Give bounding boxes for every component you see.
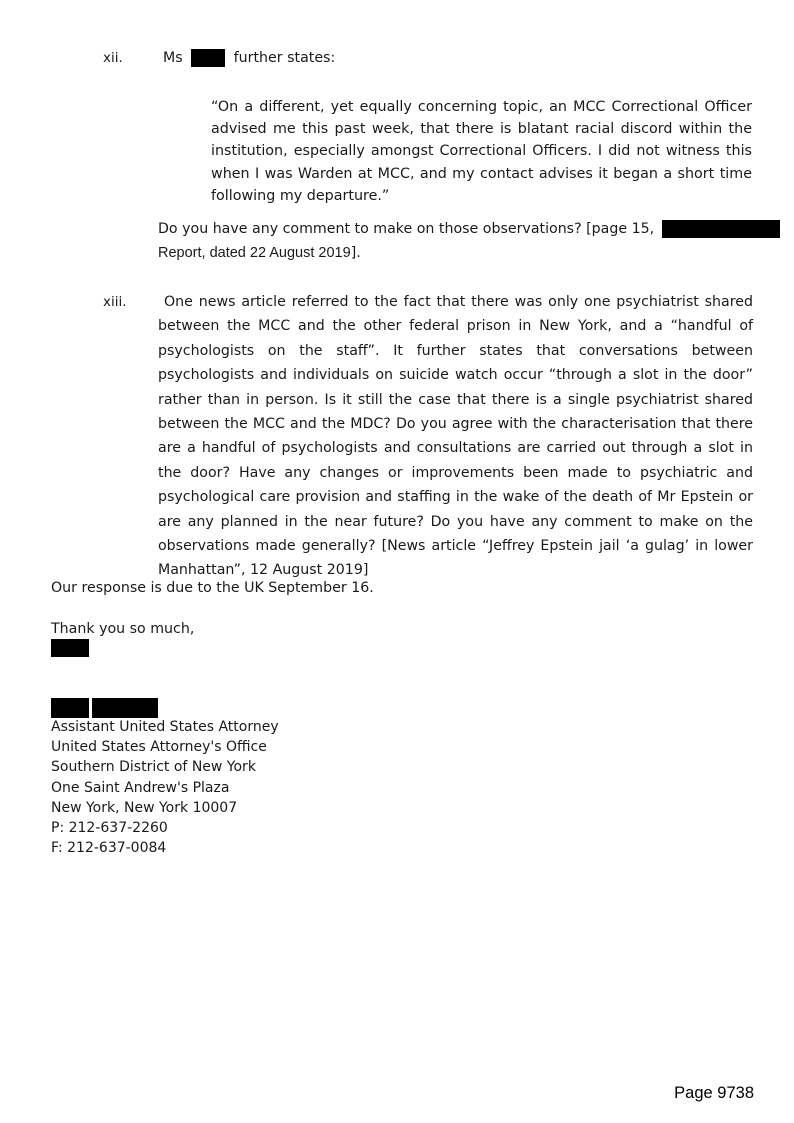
signature-title: Assistant United States Attorney xyxy=(51,719,279,735)
item-xii-lead xyxy=(163,46,335,70)
question-text: Do you have any comment to make on those observations? [page 15, xyxy=(158,221,655,237)
response-due: Our response is due to the UK September 16. xyxy=(51,580,374,596)
thanks-line: Thank you so much, xyxy=(51,621,195,637)
redaction-sender-first-name xyxy=(51,639,89,657)
redaction-sender-full-name xyxy=(51,697,158,717)
redaction-name-part-2 xyxy=(92,698,158,718)
signature-city: New York, New York 10007 xyxy=(51,799,238,816)
redaction-name-part-1 xyxy=(51,698,89,718)
signature-district: Southern District of New York xyxy=(51,759,256,776)
item-xiii-text: One news article referred to the fact that there was only one psychiatrist shared between the MCC and the other federal prison in New York, and a “handful of psychologists on the staff”. It further states that conversations between psychologists and individuals on suicide watch occur “through a slot in the door” rather than in person. Is it still the case that there is a single psychiatrist shared between the MCC and the MDC? Do you agree with the characterisation that there are a handful of psychologists and consultations are carried out through a slot in the door? Have any changes or improvements been made to psychiatric and psychological care provision and staffing in the wake of the death of Mr Epstein or are any planned in the near future? Do you have any comment to make on the observations made generally? [News article “Jeffrey Epstein jail ‘a gulag’ in lower Manhattan”, 12 August 2019] xyxy=(158,294,753,579)
signature-block xyxy=(51,717,279,858)
signature-office: United States Attorney's Office xyxy=(51,739,267,756)
lead-suffix: further states: xyxy=(233,50,336,66)
signature-street: One Saint Andrew's Plaza xyxy=(51,779,230,796)
item-xii-reference xyxy=(158,241,361,265)
redaction-report-author xyxy=(662,220,780,238)
item-numeral-xii: xii. xyxy=(103,50,123,66)
signature-fax: F: 212-637-0084 xyxy=(51,840,167,857)
redaction-name xyxy=(191,49,225,67)
reference-close: ]. xyxy=(350,245,361,261)
item-numeral-xiii: xiii. xyxy=(103,294,127,310)
quote-text: “On a different, yet equally concerning topic, an MCC Correctional Officer advised me this past week, that there is blatant racial discord within the institution, especially amongst Correctional Officers. I did not witness this when I was Warden at MCC, and my contact advises it began a short time following my departure.” xyxy=(211,99,752,204)
quoted-statement xyxy=(211,96,752,207)
lead-prefix: Ms xyxy=(163,50,183,66)
page-number: Page 9738 xyxy=(674,1084,754,1102)
signature-phone: P: 212-637-2260 xyxy=(51,820,168,837)
reference-report: Report, dated 22 August 2019 xyxy=(158,245,351,261)
item-xii-question xyxy=(158,217,758,241)
item-xiii-body xyxy=(158,290,753,583)
